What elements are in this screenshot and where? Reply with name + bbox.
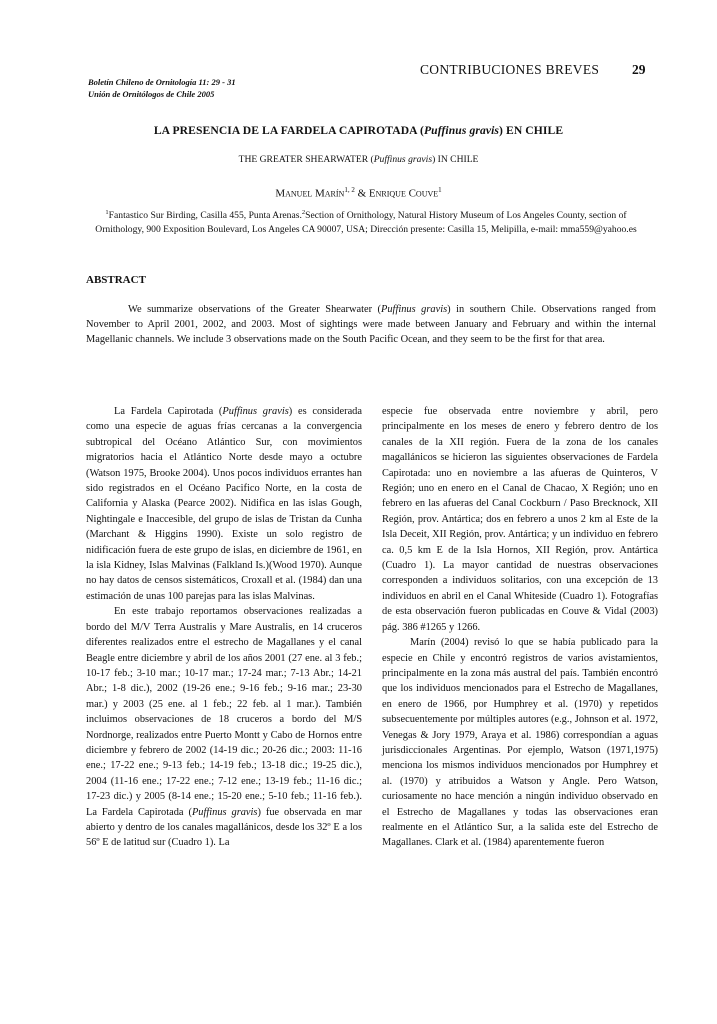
article-title: [0, 124, 717, 137]
p1-species: Puffinus gravis: [222, 406, 289, 417]
author-2: Enrique Couve: [368, 187, 439, 200]
abstract-heading: ABSTRACT: [86, 274, 146, 286]
paragraph-2: [86, 604, 362, 851]
abstract-species: Puffinus gravis: [381, 304, 448, 315]
p2-part-b: ) fue observada en mar abierto y dentro de los canales magallánicos, desde los 32º E a los 56º E de latitud sur (Cuadro 1). La: [86, 806, 362, 849]
affil-1-text: Fantastico Sur Birding, Casilla 455, Punta Arenas.: [108, 210, 302, 222]
paragraph-2-continued: especie fue observada entre noviembre y abril, pero principalmente en los meses de enero y febrero dentro de los canales de la XII región. Fuera de la zona de los canales magallánicos se hicieron las siguientes observaciones de Fardela Capirotada: uno en noviembre a las afueras de Quinteros, V Región; uno en enero en el Canal de Chacao, X Región; uno en febrero en las afueras del Canal Cockburn / Paso Brecknock, XII Región, prov. Antártica; dos en febrero a unos 2 km al Este de la Isla Deceit, XII Región, prov. Antártica; y un individuo en febrero ca. 0,5 km E de la Isla Hornos, XII Región, prov. Antártica (Cuadro 1). La mayor cantidad de nuestras observaciones corresponden a individuos solitarios, con una excepción de 13 individuos en abril en el Canal Whiteside (Cuadro 1). Fotografías de esta observación fueron publicadas en Couve & Vidal (2003) pág. 386 #1265 y 1266.: [382, 406, 658, 633]
p1-part-b: ) es considerada como una especie de aguas frías cercanas a la convergencia subtropical del Océano Atlántico Sur, con movimientos migratorios hacia el Atlántico Norte desde mayo a octubre (Watson 1975, Brooke 2004). Unos pocos individuos errantes han sido registrados en el Océano Pacifico Norte, en la costa de California y Alaska (Pearce 2002). Nidifica en las islas Gough, Nightingale e Inaccesible, del grupo de islas de Tristan da Cunha (Marchant & Higgins 1990). Existe un solo registro de nidificación fuera de este grupo de islas, en diciembre de 1961, en la isla Kidney, Islas Malvinas (Falkland Is.)(Wood 1970). Aunque no hay datos de censos sistemáticos, Croxall et al. (1984) dan una estimación de unas 100 parejas para las islas Malvinas.: [86, 406, 362, 602]
author-connector: &: [354, 187, 369, 200]
section-heading: CONTRIBUCIONES BREVES: [420, 62, 600, 77]
affil-2-text: Section of Ornithology, Natural History Museum of Los Angeles County, section of Ornithology, 900 Exposition Boulevard, Los Angeles CA 90007, USA; Dirección presente: Casilla 15, Melipilla, e-mail: mma559@yahoo.es: [95, 210, 637, 236]
body-column-left: [86, 404, 362, 851]
paragraph-3: Marín (2004) revisó lo que se había publicado para la especie en Chile y encontró registros de varios avistamientos, principalmente en la zona más austral del país. También encontró que los individuos mencionados para el Estrecho de Magallanes, en enero de 1966, por Humphrey et al. (1970) y repetidos subsecuentemente por múltiples autores (e.g., Johnson et al. 1972, Venegas & Jory 1979, Araya et al. 1986) correspondían a aguas jurisdiccionales Argentinas. Por ejemplo, Watson (1971,1975) menciona los mismos individuos mencionados por Humphrey et al. (1970) y atribuidos a Watson y Angle. Pero Watson, curiosamente no hace mención a ningún individuo observado en el Estrecho de Magallanes y todas las observaciones eran realmente en el Atlántico Sur, a la salida este del Estrecho de Magallanes. Clark et al. (1984) aparentemente fueron: [382, 637, 658, 849]
title-suffix: ) EN CHILE: [499, 124, 564, 137]
author-1: Manuel Marín: [275, 187, 345, 200]
affiliations: [86, 206, 646, 237]
abstract-text: [86, 302, 656, 347]
affil-1-marker: 1: [105, 209, 109, 216]
p2-species: Puffinus gravis: [191, 806, 258, 818]
page-number: 29: [632, 62, 646, 77]
body-column-right: [382, 404, 658, 851]
journal-line-2: Unión de Ornitólogos de Chile 2005: [88, 89, 215, 99]
author-2-affil: 1: [438, 186, 442, 194]
abstract-part-a: We summarize observations of the Greater Shearwater (: [128, 304, 382, 315]
subtitle-prefix: THE GREATER SHEARWATER (: [238, 154, 374, 165]
title-species: Puffinus gravis: [423, 124, 500, 137]
subtitle-species: Puffinus gravis: [373, 154, 433, 165]
paragraph-1: [86, 404, 362, 604]
journal-line-1: Boletín Chileno de Ornitología 11: 29 - 31: [88, 77, 236, 87]
p2-part-a: En este trabajo reportamos observaciones realizadas a bordo del M/V Terra Australis y Mare Australis, en 14 cruceros diferentes realizados entre el estrecho de Magallanes y el canal Beagle entre diciembre y abril de los años 2001 (27 ene. al 3 feb.; 10-17 feb.; 3-10 mar.; 10-17 mar.; 17-24 mar.; 7-13 Abr.; 14-21 Abr.; 1-8 dic.), 2002 (19-26 ene.; 9-16 feb.; 9-16 mar.; 23-30 mar.) y 2003 (25 ene. al 1 feb.; 22 feb. al 1 mar.). También incluimos observaciones de 18 cruceros a bordo del M/S Nordnorge, realizados entre Puerto Montt y Cabo de Hornos entre diciembre y febrero de 2002 (14-19 dic.; 20-26 dic.; 2003: 11-16 ene.; 17-22 ene.; 9-13 feb.; 14-19 feb.; 13-18 dic.; 19-25 dic.), 2004 (11-16 ene.; 17-22 ene.; 7-12 ene.; 13-19 feb.; 11-16 dic.; 17-23 dic.) y 2005 (8-14 ene.; 15-20 ene.; 5-10 feb.; 11-16 feb.). La Fardela Capirotada (: [86, 606, 362, 818]
author-1-affil: 1, 2: [344, 186, 355, 194]
p1-part-a: La Fardela Capirotada (: [114, 406, 223, 417]
article-subtitle: [0, 154, 717, 165]
title-prefix: LA PRESENCIA DE LA FARDELA CAPIROTADA (: [153, 124, 424, 137]
subtitle-suffix: ) IN CHILE: [432, 154, 479, 165]
abstract-part-b: ) in southern Chile. Observations ranged from November to April 2001, 2002, and 2003. Most of sightings were made between January and February and within the internal Magellanic channels. We include 3 observations made on the South Pacific Ocean, and they seem to be the first for that area.: [86, 304, 656, 345]
journal-citation: [88, 76, 236, 100]
author-line: [0, 186, 717, 200]
affil-2-marker: 2: [301, 209, 306, 216]
